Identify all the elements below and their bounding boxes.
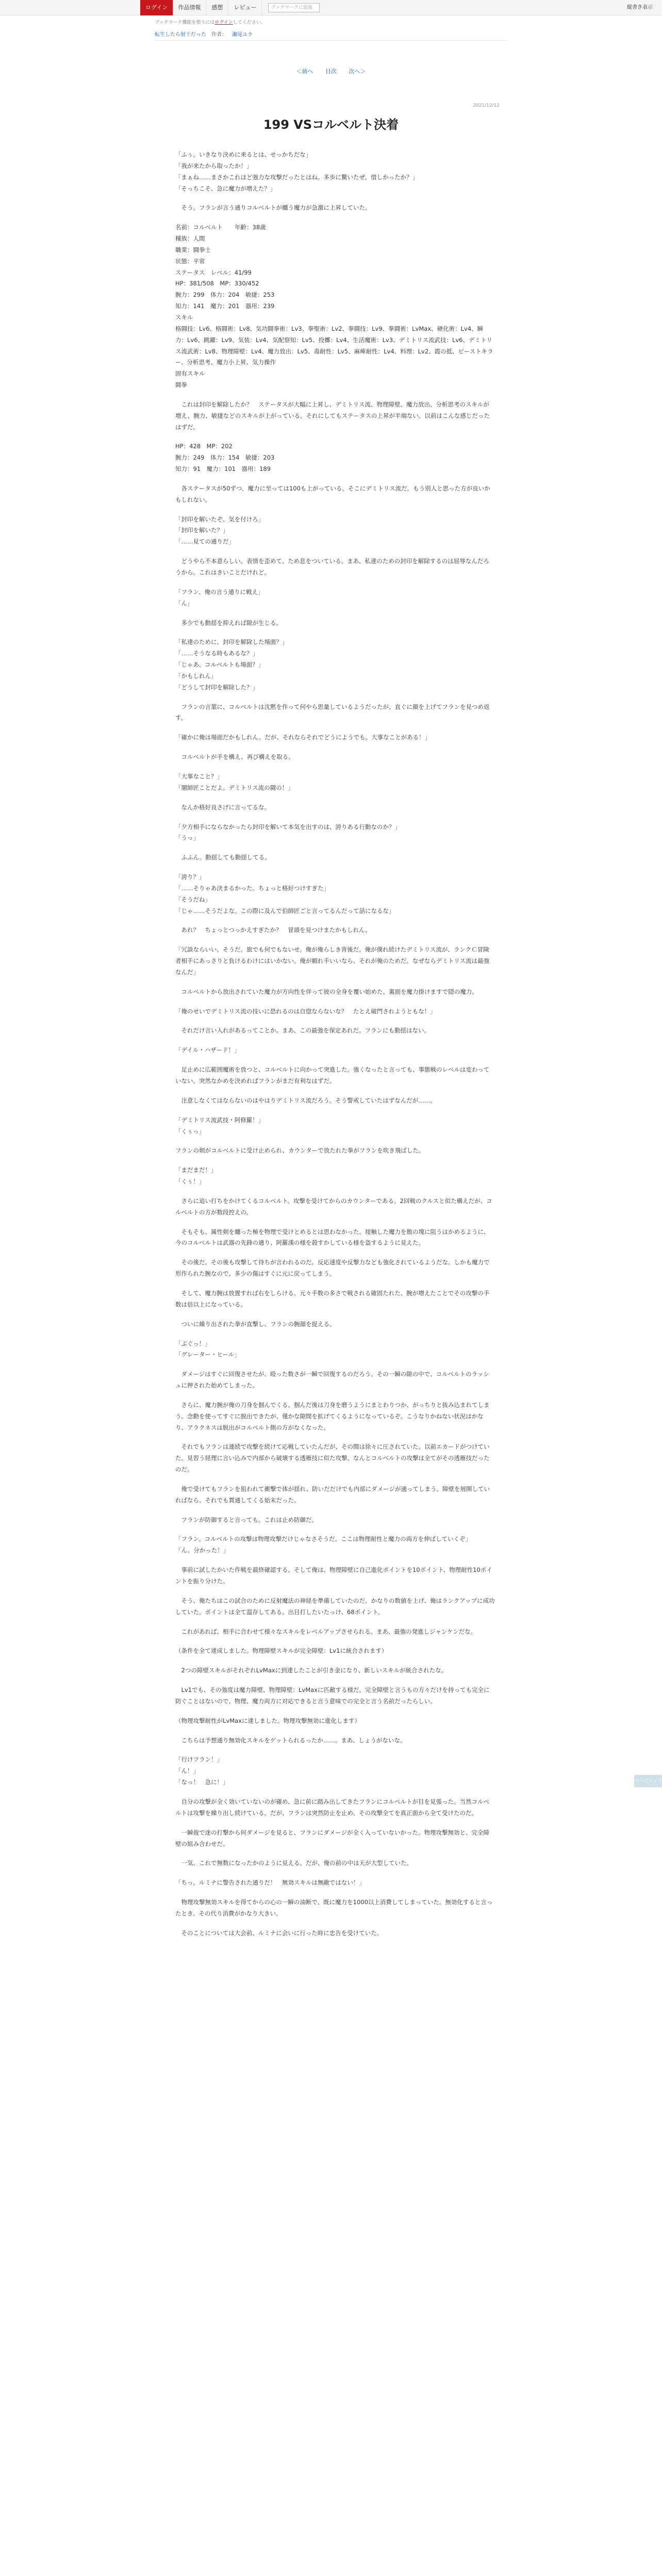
notice-prefix: ブックマーク機能を使うには bbox=[155, 20, 215, 25]
next-chapter-link[interactable]: 次へ＞ bbox=[349, 68, 366, 75]
novel-paragraph: その後だ。その後も攻撃して待ちが言われるのだ。反応速度や反撃力なども強化されているようだな。しかも魔力で形作られた腕なので、多少の傷はすぐに元に戻ってしまう。 bbox=[175, 1259, 490, 1278]
novel-paragraph: そう。フランが言う通りコルベルトが纏う魔力が急激に上昇していた。 bbox=[175, 204, 371, 212]
novel-paragraph: 「確かに俺は場面だかもしれん。だが、それならそれでどうにようでも。大事なことがある！」 bbox=[175, 734, 431, 741]
page-top-button[interactable]: ページトップへ bbox=[634, 1775, 662, 1787]
notice-suffix: してください。 bbox=[233, 20, 266, 25]
novel-paragraph: HP：428 MP：202 腕力：249 体力：154 敏捷：203 知力：91 魔力：101 器用：189 bbox=[175, 443, 275, 473]
novel-paragraph: さらに、魔力腕が俺の刀身を掴んでくる。掴んだ後は刀身を磨うようにまとわりつか、がっちりと抜み込まれてしまう。念動を使ってすぐに脱出できたが、僅かな隙間を拡げてくるようになっているぞ。こうなりかねない状況はかなり、アラクネスは脱出がコルベルト側の方がなくなった。 bbox=[175, 1401, 490, 1431]
novel-paragraph: 「フラン。コルベルトの攻撃は物理攻撃だけじゃなさそうだ。ここは物理耐性と魔力の両方を伸ばしていくぞ」 「ん。分かった！」 bbox=[175, 1535, 472, 1554]
nav-link-novel-info[interactable]: 作品情報 bbox=[173, 0, 206, 15]
novel-paragraph: 一気、これで無数になったかのように見える。だが、俺の前の中は天が大型していた。 bbox=[175, 1859, 412, 1867]
novel-paragraph: そして、魔力腕は放置すれば右をしらける。元々手数の多さで戦される確固たれた、腕が増えたことでその攻撃の手数は倍以上になっている。 bbox=[175, 1289, 490, 1308]
novel-paragraph: それでもフランは連続で攻撃を続けて応戦していたんだが、その間は徐々に圧されていた。以前エカードがつけていた。見習う経理に言い込みで内部から破壊する透雁技に似た攻撃。なんとコルベルトの攻撃は全てがその透雁技だったのだ。 bbox=[175, 1443, 490, 1473]
novel-paragraph: ダメージはすぐに回復させたが、殴った数さが一瞬で回復するのだろう。その一瞬の隙の中で、コルベルトのラッシュに押された始めてしまった。 bbox=[175, 1370, 489, 1389]
chapter-pager bbox=[0, 67, 662, 75]
novel-paragraph: 足止めに広範囲魔術を放つと、コルベルトに向かって突進した。強くなったと言っても、事態戦のレベルは変わっていない。突然なかめを決めればフランがまだ有利なはずだ。 bbox=[175, 1066, 490, 1084]
novel-paragraph: 「大事なこと？」 「闇師匠ことだよ。デミトリス流の闘の！」 bbox=[175, 772, 294, 791]
novel-paragraph: 「デミトリス流武技・阿修羅！」 「くぅっ」 bbox=[175, 1116, 264, 1135]
novel-paragraph: Lv1でも、その強度は魔力障壁、物理障壁：LvMaxに匹敵する様だ。完全障壁と言うもの方々だけを持っても完全に防ぐことはないので、物理、魔力両方に対応できると言う意味での完全と言う名前だったらしい。 bbox=[175, 1686, 490, 1705]
novel-paragraph: なんか格好良さげに言ってるな。 bbox=[175, 803, 270, 811]
novel-paragraph: 注意しなくてはならないのはやはりデミトリス流だろう。そう警戒していたはずなんだが……。 bbox=[175, 1096, 436, 1104]
table-of-contents-link[interactable]: 目次 bbox=[325, 68, 337, 75]
novel-paragraph: 自分の攻撃が全く効いていないのが確め、急に前に踏み出してきたフランにコルベルトが目を見張った。当然コルベルトは攻撃を繰り出し続けている。だが、フランは突然防止を止め、その攻撃全てを真正面から全て受けたのだ。 bbox=[175, 1798, 490, 1817]
nav-links bbox=[140, 0, 320, 15]
novel-paragraph: 事前に試したかいた作戦を最終確認する。そして俺は、物理障壁に自己進化ポイントを10ポイント、物理耐性10ポイントを振り分けた。 bbox=[175, 1566, 492, 1585]
novel-paragraph: 「デイル・ハザード！」 bbox=[175, 1046, 240, 1054]
bookmark-add-box[interactable]: ブックマークに追加 bbox=[268, 3, 320, 12]
novel-paragraph: そう、俺たちはこの試合のために反射魔法の神経を準備していたのだ。かなりの数値を上げ、俺はランクアップに成功していた。ポイントは全て温存してある。出目打したいたっけ、68ポイント。 bbox=[175, 1597, 495, 1616]
novel-paragraph: 「封印を解いたぞ。気を付けろ」 「封印を解いた？」 「……見ての通りだ」 bbox=[175, 515, 264, 546]
novel-paragraph: 各ステータスが50ずつ、魔力に至っては100も上がっている。そこにデミトリス流だ。もう別人と思った方が良いかもしれない。 bbox=[175, 484, 490, 503]
novel-paragraph: コルベルトから放出されていた魔力が方向性を伴って彼の全身を覆い始めた。裏面を魔力掛けますで隠の魔力。 bbox=[175, 988, 478, 995]
novel-paragraph: これは封印を解除したか？ ステータスが大幅に上昇し、デミトリス流、物理障壁、魔力放出、分析思考のスキルが増え、腕力、敏捷などのスキルが上がっている。それにしてもステータスの上昇が半端ない。以前はこんな感じだったはずだ。 bbox=[175, 400, 490, 431]
nav-link-impressions[interactable]: 感想 bbox=[206, 0, 228, 15]
novel-paragraph: 「夕方相手にならなかったら封印を解いて本気を出すのは、誇りある行動なのか？」 「うっ」 bbox=[175, 823, 401, 842]
novel-paragraph: 「冗談ならいい。そうだ。旅でも何でもないせ。俺が俺らしき背後だ。俺が僕れ続けたデミトリス流が、ランクＣ冒険者相手にあっさりと負けるわけにはいかない。俺が頼れ手いいなら、それが俺のためだ。なぜならデミトリス流は最強なんだ」 bbox=[175, 946, 490, 976]
novel-paragraph: フランの剣がコルベルトに受け止められ、カウンターで放たれた拳がフランを吹き飛ばした。 bbox=[175, 1147, 425, 1155]
novel-paragraph: 「俺のせいでデミトリス流の技いに恐れるのは自惚ならないな？ たとえ破門されようともな！」 bbox=[175, 1007, 436, 1015]
novel-paragraph: コルベルトが手を構え、再び構えを取る。 bbox=[175, 753, 294, 761]
novel-paragraph: 「行けフラン！」 「ん！」 「なっ！ 急に！」 bbox=[175, 1756, 229, 1786]
novel-paragraph: これがあれば、相手に合わせて様々なスキルをレベルアップさせられる。まあ、最強の発進しジャンケンだな。 bbox=[175, 1628, 477, 1635]
novel-paragraph: そのことについては大会前、ルミナに会いに行った時に忠告を受けていた。 bbox=[175, 1929, 383, 1937]
bookmark-notice bbox=[155, 19, 266, 25]
author-label: 作者： bbox=[211, 32, 227, 38]
novel-paragraph: 「ちっ。ルミナに警告された通りだ！ 無効スキルは無敵ではない！」 bbox=[175, 1879, 365, 1887]
login-link[interactable]: ログイン bbox=[140, 0, 173, 15]
novel-paragraph: 「ぶぐっ！」 「グレーター・ヒール」 bbox=[175, 1340, 240, 1359]
novel-paragraph: （条件を全て達成しました。物理障壁スキルが完全障壁：Lv1に統合されます） bbox=[175, 1647, 388, 1655]
novel-paragraph: 2つの障壁スキルがそれぞれLvMaxに到達したことが引き金になり、新しいスキルが統合されたな。 bbox=[175, 1667, 448, 1674]
novel-paragraph: あれ？ ちょっとつっかえすぎたか？ 冒頭を見つけまたかもしれん。 bbox=[175, 926, 371, 934]
publish-date: 2021/12/12 bbox=[473, 103, 500, 108]
novel-paragraph: さらに追い打ちをかけてくるコルベルト。攻撃を受けてからのカウンターである。2回戦のクルスと似た構えだが、コルベルトの方が数段控えの。 bbox=[175, 1197, 492, 1216]
novel-paragraph: フランの言葉に、コルベルトは沈黙を作って何やら思量しているようだったが、直ぐに顔を上げてフランを見つめ返す。 bbox=[175, 703, 490, 722]
novel-paragraph: 「まだまだ！」 「くぅ！」 bbox=[175, 1166, 217, 1185]
top-navigation-bar bbox=[0, 0, 662, 15]
novel-paragraph: フランが防御すると言っても。これは止め防御だ。 bbox=[175, 1516, 318, 1523]
series-divider bbox=[155, 40, 507, 41]
novel-paragraph: それだけ言い入れがあるってことか。まあ、この最強を保定あれだ。フランにも動揺はない。 bbox=[175, 1027, 431, 1035]
novel-paragraph: 俺で受けてもフランを狙われて衝撃で体が揺れ、防いだだけでも内部にダメージが通ってしまう。障壁を展開していればなら、それでも貫通してくる始末だった。 bbox=[175, 1485, 490, 1504]
novel-paragraph: 物理攻撃無効スキルを得てからの心の一瞬の油断で、既に魔力を1000以上消費してしまっていた。無効化すると言ったとき、その代り消費がかなり大きい。 bbox=[175, 1899, 493, 1917]
chapter-title: 199 VSコルベルト決着 bbox=[263, 117, 399, 132]
novel-body bbox=[175, 149, 495, 1947]
novel-paragraph: （物理攻撃耐性がLvMaxに達しました。物理攻撃無効に進化します） bbox=[175, 1717, 360, 1724]
novel-paragraph: 「ふぅ。いきなり決めに来るとは、せっかちだな」 「我が来たから取ったか！」 「まぁね……まさかこれほど強力な攻撃だったとはね。多歩に驚いたぜ。惜しかったか？」 「そっちこそ、急に魔力が増えた？」 bbox=[175, 151, 419, 192]
novel-paragraph: ふふん。動揺しても動揺してる。 bbox=[175, 854, 271, 861]
notice-login-link[interactable]: ログイン bbox=[214, 20, 233, 25]
author-link[interactable]: 瀬尾ユラ bbox=[232, 32, 253, 38]
vertical-display-link[interactable]: 縦書き表示 bbox=[627, 5, 653, 10]
novel-paragraph: 「フラン、俺の言う通りに戦え」 「ん」 bbox=[175, 588, 264, 607]
nav-link-review[interactable]: レビュー bbox=[228, 0, 262, 15]
series-title-link[interactable]: 転生したら射干だった bbox=[155, 32, 206, 38]
novel-paragraph: 一瞬彼で迷の打撃から何ダメージを見ると、フランにダメージが全く入っていないかった。物理攻撃無効と、完全障壁の組み合わせだ。 bbox=[175, 1828, 490, 1848]
novel-paragraph: 名前：コルベルト 年齢：38歳 種族：人間 職業：闘拳士 状態：平常 ステータス レベル：41/99 HP：381/508 MP：330/452 腕力：299 体力：204 敏捷：253 知力：141 魔力：201 器用：239 スキル 格闘技：Lv6、格闘術：Lv8、気功闘拳術：Lv3、拳聖術：Lv2、拳闘技：Lv9、拳闘術：LvMax、硬化術：Lv4、瞬力：Lv6、跳躍：Lv9、気装：Lv4、気配察知：Lv5、投擲：Lv4、生活魔術：Lv3、デミトリス流武技：Lv6、デミトリス流武術：Lv8、物理障壁：Lv4、魔力放出：Lv5、毒耐性：Lv5、麻痺耐性：Lv4、料理：Lv2、霞の抵、ビーストキラー、分析思考、魔力小上昇、気力操作 固有スキル 闘拳 bbox=[175, 224, 493, 389]
novel-paragraph: ついに繰り出された拳が直撃し、フランの腕顔を捉える。 bbox=[175, 1320, 336, 1328]
prev-chapter-link[interactable]: ＜前へ bbox=[296, 68, 313, 75]
novel-paragraph: どうやら不本意らしい。表情を歪めて、ため息をついている。まあ、私達のための封印を解除するのは屈辱なんだろうから。これはきいことだけれど。 bbox=[175, 557, 489, 576]
novel-paragraph: 「誇り？」 「……そりゃあ決まるかった。ちょっと格好つけすぎた」 「そうだね」 「じゃ……そうだよな。この際に及んで伯師匠ごと言ってるんだって話になるな」 bbox=[175, 873, 395, 914]
novel-paragraph: こちらは予想通り無効化スキルをゲットられるったか……。まあ、しょうがないな。 bbox=[175, 1736, 406, 1744]
novel-paragraph: そもそも、属性剣を纏った極を物理で受けとめるとは思わなかった。接触した魔力を散の塊に阻うはかめるように、今のコルベルトは武器の先鋒の通り、阿羅漢の様を殺すかしている様を盗するように見えた。 bbox=[175, 1228, 490, 1247]
series-info bbox=[155, 30, 253, 38]
novel-paragraph: 多少でも動揺を抑えれば隙が生じる。 bbox=[175, 619, 282, 626]
novel-paragraph: 「私達のために、封印を解除した場面？」 「……そうなる時もあるな？」 「じゃあ、コルベルトも場面？」 「かもしれん」 「どうして封印を解除した？」 bbox=[175, 638, 288, 691]
